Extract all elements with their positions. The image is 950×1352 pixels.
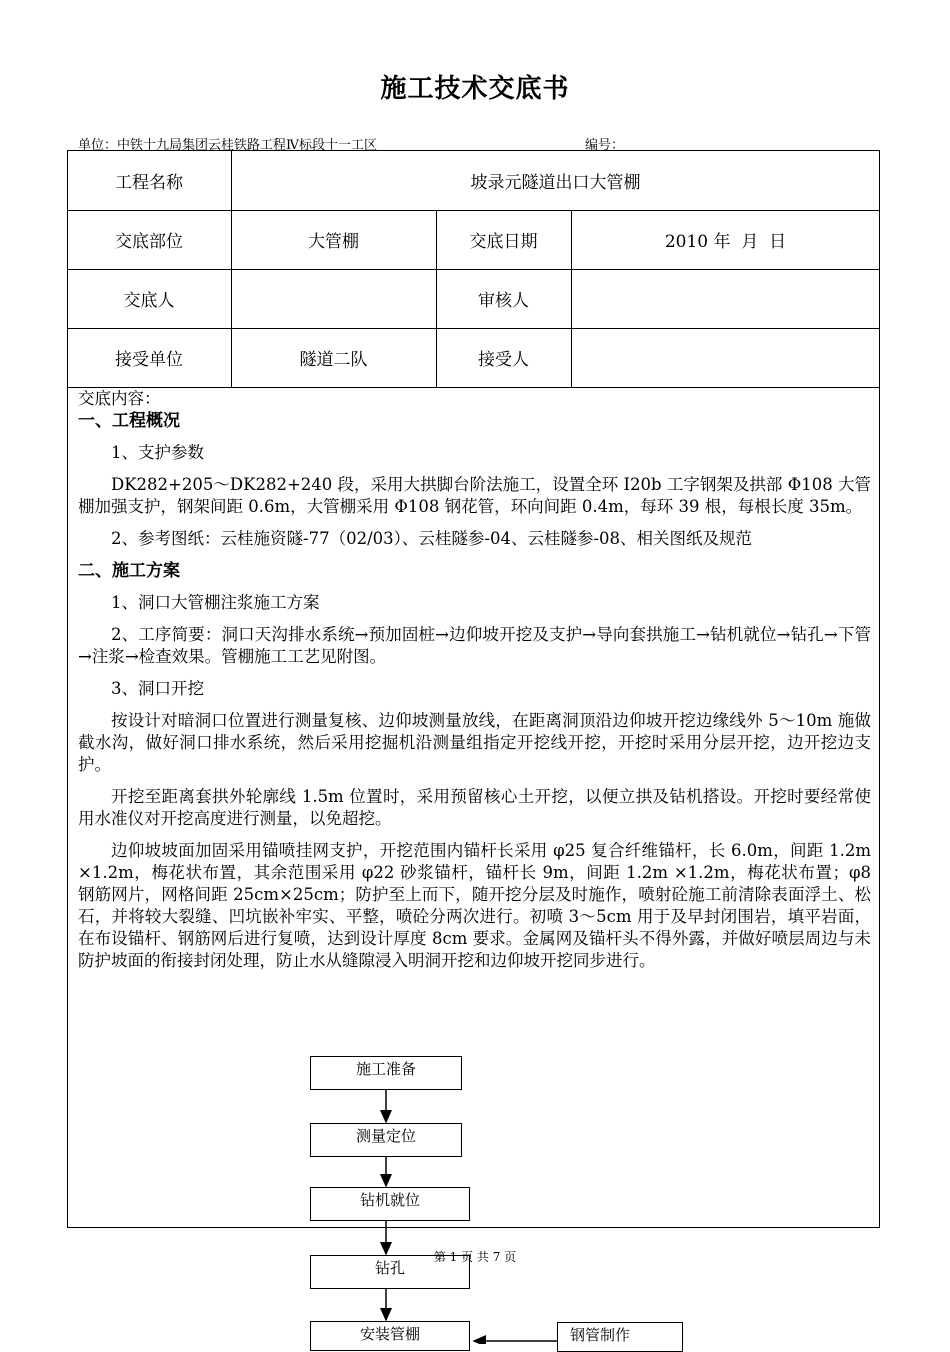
flow-step-preparation: 施工准备 (310, 1056, 462, 1090)
section-2-item-1: 1、洞口大管棚注浆施工方案 (111, 593, 320, 612)
discloser-label: 交底人 (123, 291, 175, 311)
reviewer-label: 审核人 (478, 291, 529, 311)
flow-step-pipe-fabrication: 钢管制作 (557, 1322, 683, 1352)
part-value: 大管棚 (308, 232, 359, 252)
section-1-title: 一、工程概况 (78, 411, 180, 431)
content-label: 交底内容： (78, 389, 161, 408)
section-2-paragraph-3: 边仰坡坡面加固采用锚喷挂网支护，开挖范围内锚杆长采用 φ25 复合纤维锚杆，长 6.0m，间距 1.2m ×1.2m，梅花状布置，其余范围采用 φ22 砂浆锚杆，锚杆长 9m，间距 1.2m ×1.2m，梅花状布置；φ8 钢筋网片，网格间距 25cm×25cm；防护至上而下，随开挖分层及时施作，喷射砼施工前清除表面浮土、松石，并将较大裂缝、凹坑嵌补牢实、平整，喷砼分两次进行。初喷 3～5cm 用于及早封闭围岩，填平岩面，在布设锚杆、钢筋网后进行复喷，达到设计厚度 8cm 要求。金属网及锚杆头不得外露，并做好喷层周边与未防护坡面的衔接封闭处理，防止水从缝隙浸入明洞开挖和边仰坡开挖同步进行。 (78, 841, 871, 970)
section-2-title: 二、施工方案 (78, 561, 180, 581)
document-title: 施工技术交底书 (380, 74, 570, 104)
unit-line: 单位：中铁十九局集团云桂铁路工程Ⅳ标段十一工区 (78, 138, 377, 153)
page-footer: 第 1 页 共 7 页 (433, 1250, 517, 1264)
section-2-item-3: 3、洞口开挖 (111, 679, 204, 698)
section-2-item-2: 2、工序简要：洞口天沟排水系统→预加固桩→边仰坡开挖及支护→导向套拱施工→钻机就位→钻孔→下管→注浆→检查效果。管棚施工工艺见附图。 (78, 625, 871, 666)
flow-step-drilling: 钻孔 (310, 1255, 470, 1289)
date-value: 2010 年 月 日 (664, 232, 787, 252)
flow-step-drill-positioning: 钻机就位 (310, 1187, 470, 1221)
section-1-item-2: 2、参考图纸：云桂施资隧-77（02/03）、云桂隧参-04、云桂隧参-08、相关图纸及规范 (111, 529, 753, 548)
project-name-value: 坡录元隧道出口大管棚 (470, 172, 641, 193)
flow-step-survey: 测量定位 (310, 1123, 462, 1157)
section-1-item-1: 1、支护参数 (111, 443, 204, 462)
date-label: 交底日期 (469, 232, 538, 252)
project-name-label: 工程名称 (115, 172, 183, 193)
flow-step-install-pipe: 安装管棚 (310, 1321, 470, 1351)
part-label: 交底部位 (115, 232, 183, 252)
receiving-unit-value: 隧道二队 (299, 350, 368, 370)
receiving-unit-label: 接受单位 (115, 350, 183, 370)
section-1-paragraph-1: DK282+205～DK282+240 段，采用大拱脚台阶法施工，设置全环 I20b 工字钢架及拱部 Φ108 大管棚加强支护，钢架间距 0.6m，大管棚采用 Φ108 钢花管，环向间距 0.4m，每环 39 根，每根长度 35m。 (78, 475, 871, 516)
receiver-label: 接受人 (478, 350, 529, 370)
section-2-paragraph-2: 开挖至距离套拱外轮廓线 1.5m 位置时，采用预留核心土开挖，以便立拱及钻机搭设。开挖时要经常使用水准仪对开挖高度进行测量，以免超挖。 (78, 787, 871, 828)
section-2-paragraph-1: 按设计对暗洞口位置进行测量复核、边仰坡测量放线，在距离洞顶沿边仰坡开挖边缘线外 5～10m 施做截水沟，做好洞口排水系统，然后采用挖掘机沿测量组指定开挖线开挖，开挖时采用分层开挖，边开挖边支护。 (78, 711, 871, 774)
number-label: 编号： (585, 138, 625, 153)
